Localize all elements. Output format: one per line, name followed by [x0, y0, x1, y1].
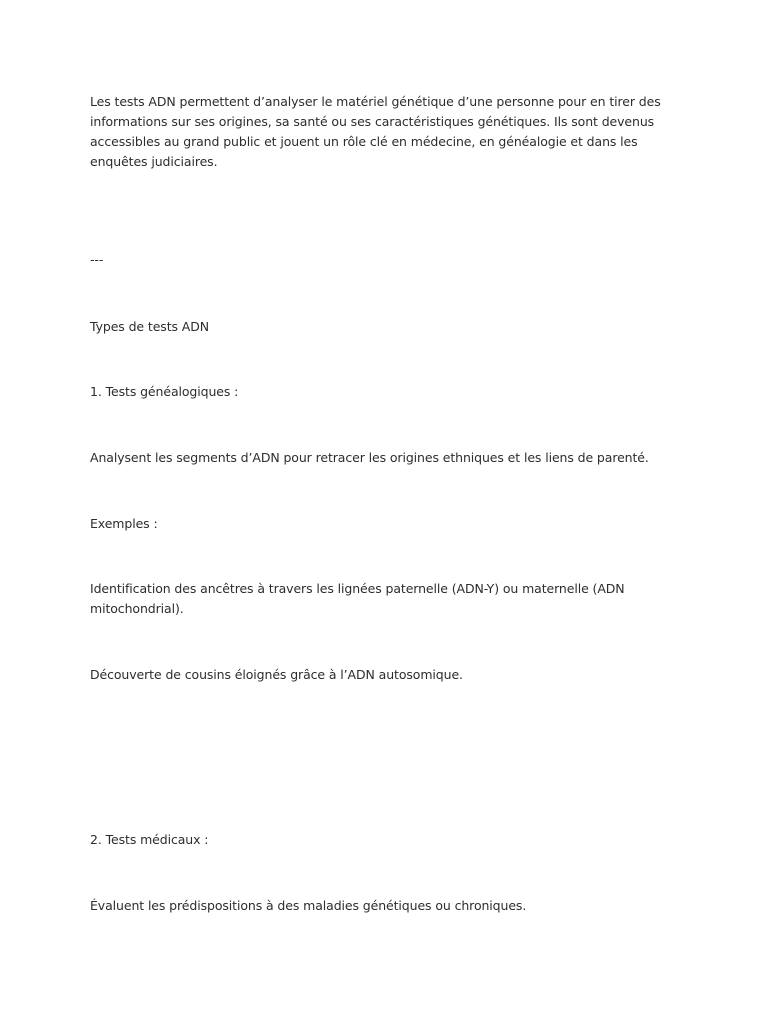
example-cousins: Découverte de cousins éloignés grâce à l’ADN autosomique.: [90, 667, 463, 682]
section-title: Types de tests ADN: [90, 319, 210, 334]
medical-heading: 2. Tests médicaux :: [90, 832, 209, 847]
genealogy-heading: 1. Tests généalogiques :: [90, 384, 239, 399]
medical-description: Évaluent les prédispositions à des maladies génétiques ou chroniques.: [90, 898, 527, 913]
genealogy-description: Analysent les segments d’ADN pour retracer les origines ethniques et les liens de parenté.: [90, 450, 649, 465]
intro-paragraph: Les tests ADN permettent d’analyser le matériel génétique d’une personne pour en tirer des informations sur ses origines, sa santé ou ses caractéristiques génétiques. Ils sont devenus accessibles au grand public et jouent un rôle clé en médecine, en généalogie et dans les enquêtes judiciaires.: [90, 94, 661, 169]
separator-text: ---: [90, 252, 104, 267]
example-paternal-maternal: Identification des ancêtres à travers les lignées paternelle (ADN-Y) ou maternelle (ADN mitochondrial).: [90, 581, 625, 616]
examples-label: Exemples :: [90, 516, 158, 531]
